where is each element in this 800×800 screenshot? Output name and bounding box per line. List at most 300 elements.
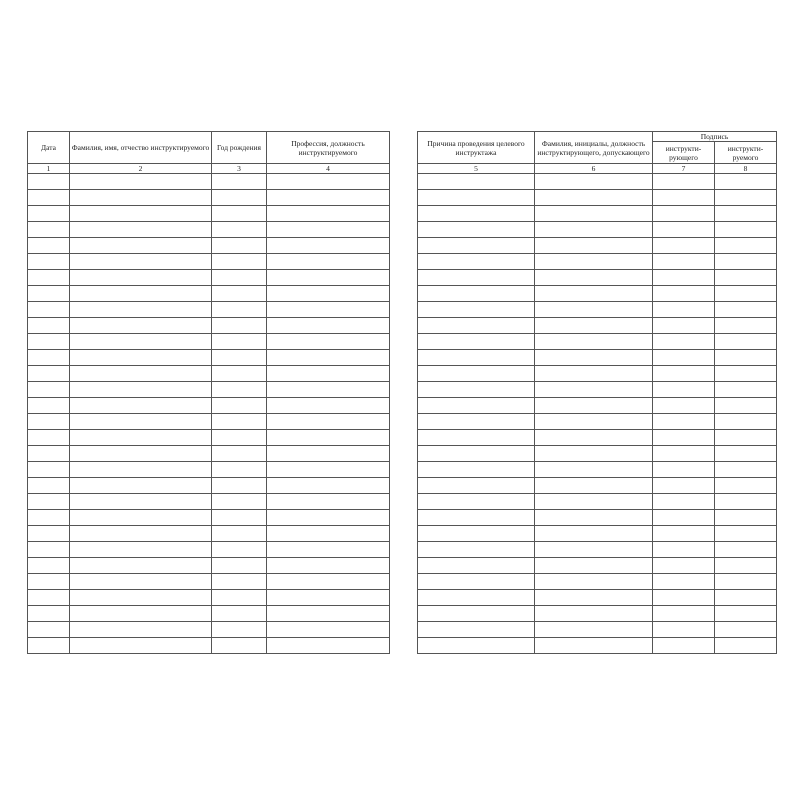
left-empty-cell xyxy=(212,606,267,622)
left-empty-cell xyxy=(267,366,390,382)
left-empty-cell xyxy=(28,334,70,350)
right-table-row xyxy=(418,510,777,526)
left-empty-cell xyxy=(28,206,70,222)
left-empty-cell xyxy=(28,574,70,590)
left-empty-cell xyxy=(28,190,70,206)
header-signature-instructor: инструкти-рующего xyxy=(653,142,715,164)
right-empty-cell xyxy=(653,638,715,654)
right-empty-cell xyxy=(653,478,715,494)
left-empty-cell xyxy=(70,430,212,446)
left-empty-cell xyxy=(28,174,70,190)
right-empty-cell xyxy=(418,350,535,366)
right-empty-cell xyxy=(715,238,777,254)
left-empty-cell xyxy=(28,430,70,446)
left-empty-cell xyxy=(28,590,70,606)
left-table-row xyxy=(28,190,390,206)
right-empty-cell xyxy=(535,238,653,254)
right-empty-cell xyxy=(418,462,535,478)
left-table-row xyxy=(28,590,390,606)
left-empty-cell xyxy=(267,638,390,654)
left-empty-cell xyxy=(267,270,390,286)
left-table-row xyxy=(28,606,390,622)
right-empty-cell xyxy=(418,478,535,494)
right-empty-cell xyxy=(418,302,535,318)
right-empty-cell xyxy=(715,574,777,590)
left-empty-cell xyxy=(267,334,390,350)
right-table-row xyxy=(418,238,777,254)
right-empty-cell xyxy=(535,526,653,542)
right-table-row xyxy=(418,542,777,558)
left-table-row xyxy=(28,366,390,382)
left-table-row xyxy=(28,318,390,334)
left-empty-cell xyxy=(212,414,267,430)
left-table-row xyxy=(28,398,390,414)
left-empty-cell xyxy=(267,622,390,638)
right-empty-cell xyxy=(653,286,715,302)
right-empty-cell xyxy=(535,206,653,222)
right-empty-cell xyxy=(653,174,715,190)
right-empty-cell xyxy=(418,494,535,510)
column-number-8: 8 xyxy=(715,164,777,174)
left-empty-cell xyxy=(28,526,70,542)
left-empty-cell xyxy=(212,222,267,238)
left-table-row xyxy=(28,414,390,430)
right-empty-cell xyxy=(535,638,653,654)
right-empty-cell xyxy=(418,526,535,542)
right-empty-cell xyxy=(653,318,715,334)
left-empty-cell xyxy=(28,446,70,462)
right-table-row xyxy=(418,222,777,238)
left-empty-cell xyxy=(70,286,212,302)
left-empty-cell xyxy=(267,558,390,574)
right-empty-cell xyxy=(653,190,715,206)
right-empty-cell xyxy=(418,622,535,638)
left-empty-cell xyxy=(70,494,212,510)
right-empty-cell xyxy=(715,398,777,414)
left-empty-cell xyxy=(212,190,267,206)
left-empty-cell xyxy=(212,478,267,494)
right-empty-cell xyxy=(653,254,715,270)
left-empty-cell xyxy=(267,494,390,510)
left-empty-cell xyxy=(267,190,390,206)
right-empty-cell xyxy=(653,350,715,366)
right-table-row xyxy=(418,398,777,414)
right-table-row xyxy=(418,334,777,350)
right-table-row xyxy=(418,206,777,222)
right-table-row xyxy=(418,478,777,494)
right-empty-cell xyxy=(418,590,535,606)
left-empty-cell xyxy=(28,286,70,302)
right-empty-cell xyxy=(418,638,535,654)
left-table-row xyxy=(28,462,390,478)
right-empty-cell xyxy=(418,270,535,286)
right-empty-cell xyxy=(715,190,777,206)
left-journal-table xyxy=(27,131,390,654)
header-date: Дата xyxy=(28,132,70,164)
left-empty-cell xyxy=(212,270,267,286)
right-empty-cell xyxy=(535,510,653,526)
right-empty-cell xyxy=(535,398,653,414)
left-empty-cell xyxy=(212,574,267,590)
right-empty-cell xyxy=(418,334,535,350)
right-empty-cell xyxy=(715,526,777,542)
left-table-row xyxy=(28,510,390,526)
left-empty-cell xyxy=(267,382,390,398)
right-table-row xyxy=(418,190,777,206)
right-empty-cell xyxy=(418,318,535,334)
right-empty-cell xyxy=(418,446,535,462)
column-number-4: 4 xyxy=(267,164,390,174)
left-empty-cell xyxy=(70,478,212,494)
right-table-row xyxy=(418,622,777,638)
right-empty-cell xyxy=(715,222,777,238)
right-table-row xyxy=(418,606,777,622)
right-table-row xyxy=(418,302,777,318)
left-empty-cell xyxy=(267,254,390,270)
left-table-row xyxy=(28,494,390,510)
left-empty-cell xyxy=(212,510,267,526)
right-empty-cell xyxy=(653,590,715,606)
right-empty-cell xyxy=(535,382,653,398)
left-empty-cell xyxy=(28,558,70,574)
left-empty-cell xyxy=(28,398,70,414)
left-empty-cell xyxy=(70,334,212,350)
left-empty-cell xyxy=(70,206,212,222)
right-empty-cell xyxy=(535,414,653,430)
left-empty-cell xyxy=(70,558,212,574)
right-empty-cell xyxy=(535,270,653,286)
right-empty-cell xyxy=(535,222,653,238)
left-empty-cell xyxy=(212,558,267,574)
right-empty-cell xyxy=(715,462,777,478)
left-empty-cell xyxy=(212,302,267,318)
left-empty-cell xyxy=(212,462,267,478)
right-empty-cell xyxy=(535,574,653,590)
right-empty-cell xyxy=(418,174,535,190)
right-table-row xyxy=(418,590,777,606)
right-empty-cell xyxy=(715,494,777,510)
left-empty-cell xyxy=(267,318,390,334)
left-empty-cell xyxy=(212,526,267,542)
left-table-row xyxy=(28,270,390,286)
right-empty-cell xyxy=(418,382,535,398)
right-empty-cell xyxy=(535,542,653,558)
left-empty-cell xyxy=(70,590,212,606)
right-empty-cell xyxy=(418,366,535,382)
left-empty-cell xyxy=(267,414,390,430)
left-empty-cell xyxy=(267,462,390,478)
left-empty-cell xyxy=(212,382,267,398)
right-empty-cell xyxy=(653,382,715,398)
left-empty-cell xyxy=(70,526,212,542)
left-empty-cell xyxy=(212,174,267,190)
right-empty-cell xyxy=(653,510,715,526)
left-table-row xyxy=(28,334,390,350)
header-reason: Причина проведения целевого инструктажа xyxy=(418,132,535,164)
right-table-row xyxy=(418,318,777,334)
column-number-5: 5 xyxy=(418,164,535,174)
right-empty-cell xyxy=(715,478,777,494)
right-empty-cell xyxy=(535,446,653,462)
left-table-row xyxy=(28,382,390,398)
left-empty-cell xyxy=(28,350,70,366)
left-empty-cell xyxy=(70,302,212,318)
right-table-row xyxy=(418,430,777,446)
right-empty-cell xyxy=(715,606,777,622)
right-empty-cell xyxy=(715,286,777,302)
left-empty-cell xyxy=(28,254,70,270)
right-empty-cell xyxy=(715,430,777,446)
right-empty-cell xyxy=(653,398,715,414)
right-empty-cell xyxy=(653,414,715,430)
left-empty-cell xyxy=(70,398,212,414)
left-empty-cell xyxy=(212,318,267,334)
left-empty-cell xyxy=(28,318,70,334)
right-empty-cell xyxy=(535,590,653,606)
right-empty-cell xyxy=(535,350,653,366)
left-empty-cell xyxy=(212,238,267,254)
left-empty-cell xyxy=(70,542,212,558)
left-empty-cell xyxy=(70,414,212,430)
left-empty-cell xyxy=(28,606,70,622)
right-empty-cell xyxy=(535,302,653,318)
left-empty-cell xyxy=(267,526,390,542)
right-empty-cell xyxy=(418,574,535,590)
left-empty-cell xyxy=(267,302,390,318)
left-empty-cell xyxy=(70,462,212,478)
header-instructor-name: Фамилия, инициалы, должность инструктирующего, допускающего xyxy=(535,132,653,164)
right-empty-cell xyxy=(715,270,777,286)
left-table-row xyxy=(28,446,390,462)
right-empty-cell xyxy=(715,510,777,526)
left-empty-cell xyxy=(28,510,70,526)
right-empty-cell xyxy=(535,254,653,270)
left-empty-cell xyxy=(28,622,70,638)
column-number-6: 6 xyxy=(535,164,653,174)
left-empty-cell xyxy=(267,590,390,606)
left-empty-cell xyxy=(212,366,267,382)
column-number-3: 3 xyxy=(212,164,267,174)
left-table-row xyxy=(28,574,390,590)
left-table-body xyxy=(28,174,390,654)
right-empty-cell xyxy=(418,238,535,254)
left-empty-cell xyxy=(70,190,212,206)
left-empty-cell xyxy=(212,494,267,510)
right-empty-cell xyxy=(535,606,653,622)
right-table-row xyxy=(418,286,777,302)
left-empty-cell xyxy=(28,366,70,382)
left-table-row xyxy=(28,638,390,654)
left-empty-cell xyxy=(212,622,267,638)
right-empty-cell xyxy=(535,622,653,638)
left-empty-cell xyxy=(28,270,70,286)
left-table-row xyxy=(28,558,390,574)
left-table-row xyxy=(28,302,390,318)
left-empty-cell xyxy=(70,366,212,382)
right-empty-cell xyxy=(715,334,777,350)
left-empty-cell xyxy=(28,222,70,238)
right-empty-cell xyxy=(535,190,653,206)
header-profession: Профессия, должность инструктируемого xyxy=(267,132,390,164)
right-empty-cell xyxy=(653,446,715,462)
left-empty-cell xyxy=(267,542,390,558)
right-journal-table xyxy=(417,131,777,654)
right-empty-cell xyxy=(715,318,777,334)
right-empty-cell xyxy=(715,254,777,270)
left-empty-cell xyxy=(267,574,390,590)
left-table-row xyxy=(28,174,390,190)
right-empty-cell xyxy=(653,494,715,510)
right-empty-cell xyxy=(653,558,715,574)
right-table-row xyxy=(418,446,777,462)
header-signature-instructed: инструкти-руемого xyxy=(715,142,777,164)
left-table-row xyxy=(28,430,390,446)
left-empty-cell xyxy=(212,430,267,446)
right-empty-cell xyxy=(653,430,715,446)
right-table-row xyxy=(418,366,777,382)
right-empty-cell xyxy=(715,382,777,398)
right-empty-cell xyxy=(715,542,777,558)
left-empty-cell xyxy=(28,302,70,318)
right-empty-cell xyxy=(418,606,535,622)
right-empty-cell xyxy=(418,286,535,302)
left-table-row xyxy=(28,238,390,254)
left-empty-cell xyxy=(70,318,212,334)
right-empty-cell xyxy=(535,430,653,446)
right-empty-cell xyxy=(653,222,715,238)
left-empty-cell xyxy=(70,222,212,238)
right-table-row xyxy=(418,382,777,398)
left-empty-cell xyxy=(70,574,212,590)
left-table-row xyxy=(28,222,390,238)
left-empty-cell xyxy=(267,398,390,414)
right-empty-cell xyxy=(418,510,535,526)
left-empty-cell xyxy=(267,510,390,526)
right-empty-cell xyxy=(535,558,653,574)
column-number-1: 1 xyxy=(28,164,70,174)
left-empty-cell xyxy=(267,446,390,462)
left-empty-cell xyxy=(70,382,212,398)
right-table-row xyxy=(418,254,777,270)
left-table-row xyxy=(28,542,390,558)
left-empty-cell xyxy=(267,222,390,238)
left-empty-cell xyxy=(267,478,390,494)
left-empty-cell xyxy=(212,542,267,558)
right-empty-cell xyxy=(715,446,777,462)
right-table-row xyxy=(418,270,777,286)
right-empty-cell xyxy=(653,526,715,542)
right-empty-cell xyxy=(535,174,653,190)
left-empty-cell xyxy=(28,414,70,430)
right-empty-cell xyxy=(418,222,535,238)
left-empty-cell xyxy=(212,286,267,302)
right-empty-cell xyxy=(418,430,535,446)
right-table-row xyxy=(418,638,777,654)
left-table-row xyxy=(28,286,390,302)
right-table-row xyxy=(418,174,777,190)
left-table-row xyxy=(28,254,390,270)
header-full-name: Фамилия, имя, отчество инструктируемого xyxy=(70,132,212,164)
left-empty-cell xyxy=(28,494,70,510)
right-empty-cell xyxy=(418,206,535,222)
right-empty-cell xyxy=(653,270,715,286)
right-empty-cell xyxy=(715,590,777,606)
left-empty-cell xyxy=(70,350,212,366)
right-empty-cell xyxy=(418,190,535,206)
left-table-row xyxy=(28,526,390,542)
right-empty-cell xyxy=(535,494,653,510)
column-number-7: 7 xyxy=(653,164,715,174)
left-table-row xyxy=(28,206,390,222)
right-empty-cell xyxy=(535,478,653,494)
left-empty-cell xyxy=(70,446,212,462)
left-empty-cell xyxy=(70,510,212,526)
column-number-2: 2 xyxy=(70,164,212,174)
right-table-row xyxy=(418,494,777,510)
right-empty-cell xyxy=(715,638,777,654)
right-empty-cell xyxy=(418,558,535,574)
header-birth-year: Год рождения xyxy=(212,132,267,164)
left-empty-cell xyxy=(212,334,267,350)
right-empty-cell xyxy=(715,366,777,382)
right-empty-cell xyxy=(653,542,715,558)
right-empty-cell xyxy=(653,238,715,254)
right-table-row xyxy=(418,558,777,574)
right-table-body xyxy=(418,174,777,654)
right-empty-cell xyxy=(418,542,535,558)
right-empty-cell xyxy=(653,302,715,318)
left-empty-cell xyxy=(70,638,212,654)
right-empty-cell xyxy=(653,366,715,382)
left-empty-cell xyxy=(267,174,390,190)
left-empty-cell xyxy=(28,238,70,254)
left-empty-cell xyxy=(267,606,390,622)
left-table-row xyxy=(28,350,390,366)
left-empty-cell xyxy=(70,270,212,286)
right-empty-cell xyxy=(653,206,715,222)
right-empty-cell xyxy=(715,414,777,430)
right-empty-cell xyxy=(653,622,715,638)
left-empty-cell xyxy=(212,254,267,270)
left-empty-cell xyxy=(28,638,70,654)
left-empty-cell xyxy=(28,542,70,558)
right-empty-cell xyxy=(653,606,715,622)
right-empty-cell xyxy=(418,414,535,430)
left-empty-cell xyxy=(70,238,212,254)
left-empty-cell xyxy=(70,254,212,270)
right-empty-cell xyxy=(535,318,653,334)
right-table-row xyxy=(418,350,777,366)
left-empty-cell xyxy=(267,238,390,254)
left-empty-cell xyxy=(212,638,267,654)
left-empty-cell xyxy=(267,430,390,446)
right-empty-cell xyxy=(653,462,715,478)
left-empty-cell xyxy=(212,590,267,606)
right-empty-cell xyxy=(715,174,777,190)
left-empty-cell xyxy=(28,478,70,494)
left-empty-cell xyxy=(70,622,212,638)
right-empty-cell xyxy=(715,622,777,638)
right-empty-cell xyxy=(715,206,777,222)
right-table-row xyxy=(418,414,777,430)
left-empty-cell xyxy=(212,398,267,414)
left-empty-cell xyxy=(267,206,390,222)
left-empty-cell xyxy=(70,174,212,190)
right-empty-cell xyxy=(715,558,777,574)
right-empty-cell xyxy=(535,462,653,478)
right-empty-cell xyxy=(653,334,715,350)
right-empty-cell xyxy=(653,574,715,590)
